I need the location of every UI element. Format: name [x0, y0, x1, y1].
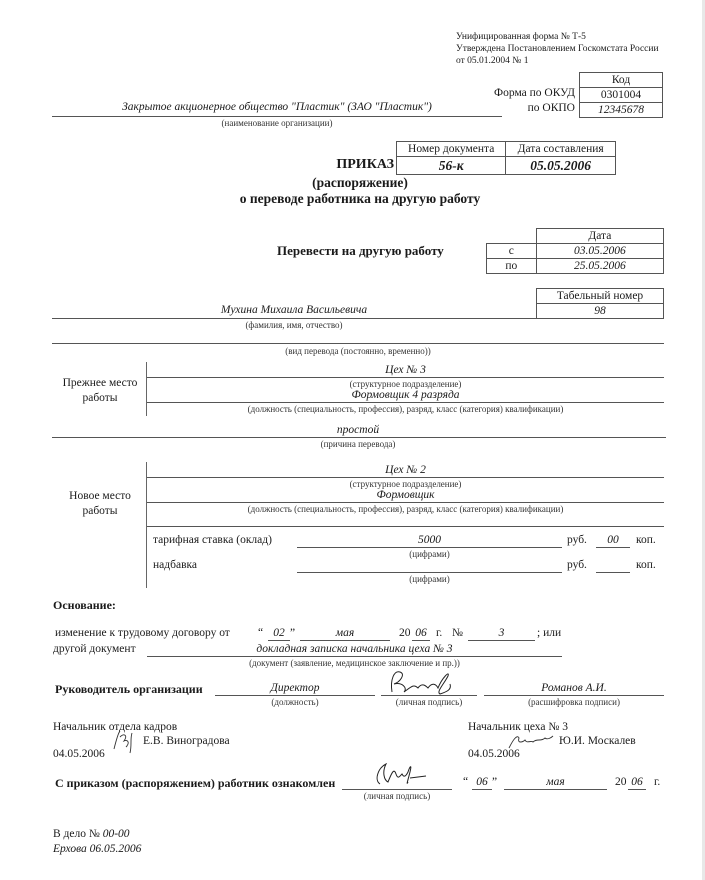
tab-number-table [536, 288, 664, 319]
rate-value: 5000 [418, 534, 441, 546]
hr-date: 04.05.2006 [53, 748, 105, 760]
doc-date-value: 05.05.2006 [506, 157, 616, 175]
previous-unit-caption: (структурное подразделение) [349, 379, 462, 389]
okpo-value: 12345678 [580, 103, 663, 118]
shop-head-title: Начальник цеха № 3 [468, 721, 568, 733]
form-line-3: от 05.01.2004 № 1 [456, 56, 529, 66]
head-name: Романов А.И. [541, 682, 607, 694]
head-name-underline [484, 695, 664, 696]
ack-month-underline [504, 789, 607, 790]
okud-value: 0301004 [580, 88, 663, 103]
tab-number-header: Табельный номер [537, 289, 664, 304]
bonus-underline [297, 572, 562, 573]
contract-month: мая [335, 627, 355, 639]
contract-month-underline [300, 640, 390, 641]
transfer-reason-caption: (причина перевода) [320, 439, 396, 449]
shop-head-date: 04.05.2006 [468, 748, 520, 760]
new-position: Формовщик [376, 489, 435, 501]
hr-title: Начальник отдела кадров [53, 721, 178, 733]
contract-year-underline [412, 640, 430, 641]
form-header [456, 31, 659, 67]
ack-day-underline [472, 789, 492, 790]
employee-signature-icon [370, 758, 430, 790]
organization-caption: (наименование организации) [221, 118, 333, 128]
other-doc-label: другой документ [53, 643, 136, 655]
ack-open-quote: “ [463, 776, 469, 788]
head-signature-icon [378, 666, 468, 698]
filing-case-number: 00-00 [102, 828, 130, 840]
previous-position-underline [147, 402, 664, 403]
ack-month: мая [546, 776, 565, 788]
head-signature-caption: (личная подпись) [395, 697, 463, 707]
other-doc-caption: (документ (заявление, медицинское заключение и пр.)) [249, 658, 460, 668]
rate-rub-label: руб. [567, 534, 587, 546]
hr-signature-icon [110, 727, 140, 755]
employee-signature-underline [342, 789, 452, 790]
new-unit-underline [147, 477, 664, 478]
new-position-caption: (должность (специальность, профессия), разряд, класс (категория) квалификации) [247, 504, 564, 514]
basis-heading: Основание: [53, 598, 116, 612]
acknowledgement-label: С приказом (распоряжением) работник ознакомлен [55, 776, 336, 790]
rate-underline [297, 547, 562, 548]
other-doc-value: докладная записка начальника цеха № 3 [256, 643, 453, 655]
bonus-rub-label: руб. [567, 559, 587, 571]
contract-year-prefix: 20 [399, 627, 411, 639]
form-line-2: Утверждена Постановлением Госкомстата России [456, 44, 659, 54]
contract-or-label: ; или [537, 627, 562, 639]
transfer-from-label: с [487, 244, 537, 259]
contract-year-suffix: 06 [415, 627, 427, 639]
doc-number-header: Номер документа [397, 142, 506, 157]
employee-name-caption: (фамилия, имя, отчество) [245, 320, 343, 330]
transfer-date-header: Дата [536, 229, 663, 244]
contract-close-quote: ” [290, 627, 296, 639]
previous-position-caption: (должность (специальность, профессия), разряд, класс (категория) квалификации) [247, 404, 564, 414]
transfer-reason-underline [52, 437, 666, 438]
rate-kop-label: коп. [636, 534, 656, 546]
doc-date-header: Дата составления [506, 142, 616, 157]
code-table [579, 72, 663, 118]
bonus-label: надбавка [153, 559, 198, 571]
organization-name: Закрытое акционерное общество "Пластик" (ЗАО "Пластик") [122, 101, 432, 113]
contract-num-label: № [452, 627, 463, 639]
new-position-underline [147, 502, 664, 503]
transfer-dates-table [486, 228, 664, 274]
new-place-label: Новое место работы [69, 490, 131, 517]
doc-number-value: 56-к [397, 157, 506, 175]
order-subject: о переводе работника на другую работу [239, 191, 481, 206]
shop-head-name: Ю.И. Москалев [559, 735, 636, 747]
okud-label: Форма по ОКУД [494, 87, 575, 99]
transfer-reason: простой [336, 424, 380, 436]
contract-label: изменение к трудовому договору от [55, 627, 230, 639]
contract-num-value: 3 [498, 627, 505, 639]
ack-year-underline [628, 789, 646, 790]
new-place-extra-line [147, 526, 664, 527]
bonus-caption: (цифрами) [409, 574, 450, 584]
contract-num-underline [468, 640, 535, 641]
transfer-to-value: 25.05.2006 [536, 259, 663, 274]
transfer-from-value: 03.05.2006 [536, 244, 663, 259]
ack-year-suffix: 06 [631, 776, 643, 788]
employee-signature-caption: (личная подпись) [363, 791, 431, 801]
hr-name: Е.В. Виноградова [143, 735, 230, 747]
previous-place-label: Прежнее место работы [62, 377, 138, 404]
filing-line-2: Ерхова 06.05.2006 [53, 843, 142, 855]
order-subtitle: (распоряжение) [312, 175, 408, 190]
previous-position: Формовщик 4 разряда [351, 389, 460, 401]
contract-open-quote: “ [258, 627, 264, 639]
previous-unit-underline [147, 377, 664, 378]
bonus-kop-underline [596, 572, 630, 573]
contract-day-underline [268, 640, 290, 641]
filing-line-1: В дело № 00-00 [53, 828, 130, 840]
head-position-underline [215, 695, 375, 696]
rate-label: тарифная ставка (оклад) [153, 534, 272, 546]
employee-underline [52, 318, 664, 319]
doc-info-table [396, 141, 616, 175]
transfer-type-caption: (вид перевода (постоянно, временно)) [285, 346, 431, 356]
code-header: Код [580, 73, 663, 88]
tab-number-value: 98 [537, 304, 664, 319]
new-unit: Цех № 2 [385, 464, 426, 476]
contract-day: 02 [273, 627, 285, 639]
transfer-type-underline [52, 343, 664, 344]
head-of-org-label: Руководитель организации [55, 682, 203, 696]
ack-close-quote: ” [492, 776, 498, 788]
rate-caption: (цифрами) [409, 549, 450, 559]
other-doc-underline [147, 656, 562, 657]
order-title: ПРИКАЗ [336, 157, 394, 172]
form-line-1: Унифицированная форма № Т-5 [456, 32, 586, 42]
head-position: Директор [270, 682, 320, 694]
rate-kop-value: 00 [607, 534, 619, 546]
ack-day: 06 [476, 776, 488, 788]
head-position-caption: (должность) [271, 697, 319, 707]
bonus-kop-label: коп. [636, 559, 656, 571]
transfer-to-label: по [487, 259, 537, 274]
head-name-caption: (расшифровка подписи) [528, 697, 620, 707]
new-unit-caption: (структурное подразделение) [349, 479, 462, 489]
contract-year-label: г. [436, 627, 443, 639]
ack-year-label: г. [654, 776, 661, 788]
ack-year-prefix: 20 [615, 776, 627, 788]
okpo-label: по ОКПО [527, 102, 575, 114]
employee-name: Мухина Михаила Васильевича [220, 304, 368, 316]
organization-underline [52, 116, 502, 117]
transfer-label: Перевести на другую работу [277, 243, 444, 258]
previous-unit: Цех № 3 [385, 364, 426, 376]
head-signature-underline [381, 695, 477, 696]
rate-kop-underline [596, 547, 630, 548]
